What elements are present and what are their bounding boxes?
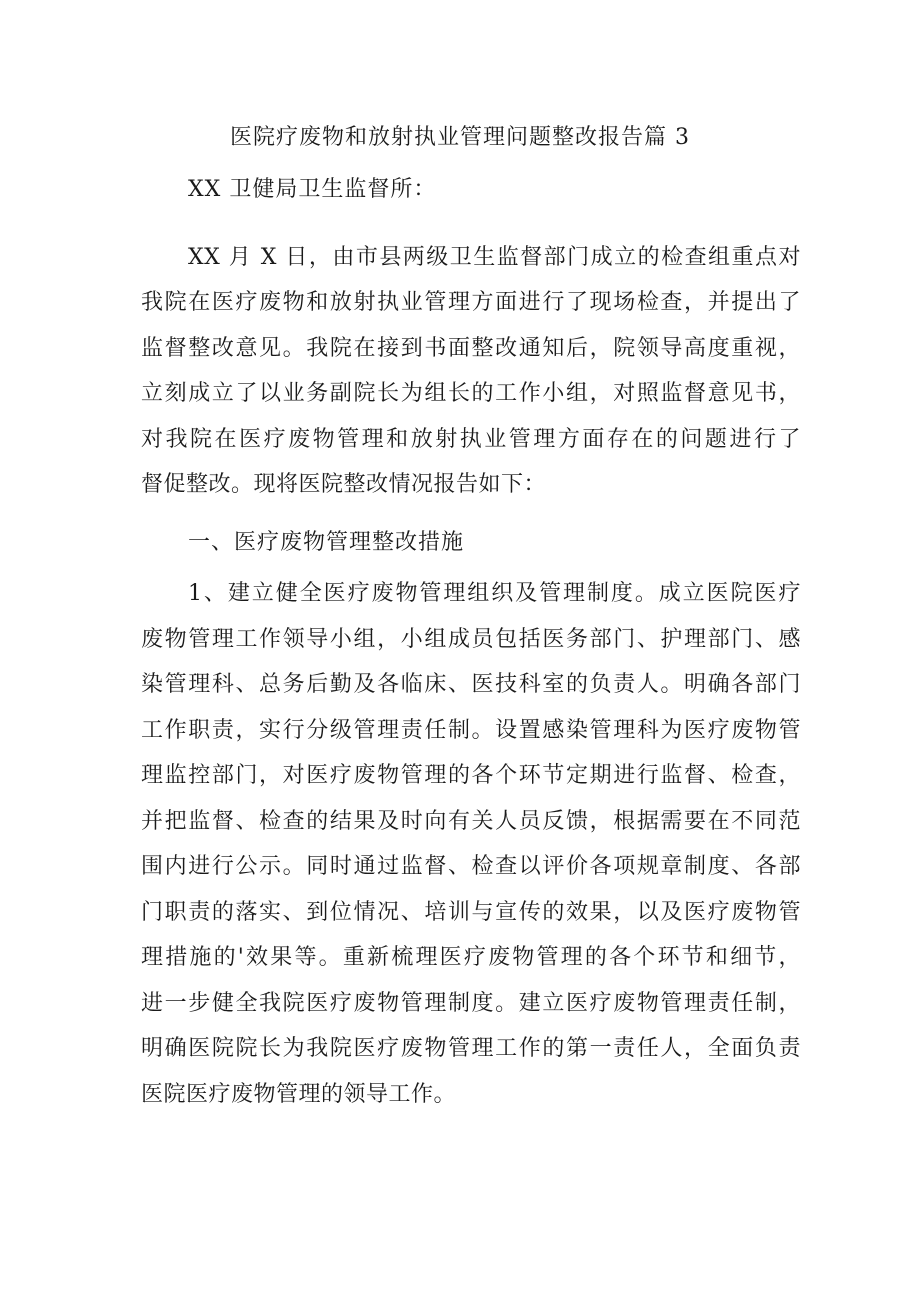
text-line: 并把监督、检查的结果及时向有关人员反馈，根据需要在不同范 [141,809,801,834]
text-line: 我院在医疗废物和放射执业管理方面进行了现场检查，并提出了 [141,290,801,315]
text-line: 进一步健全我院医疗废物管理制度。建立医疗废物管理责任制， [141,991,801,1016]
text-line: 工作职责，实行分级管理责任制。设置感染管理科为医疗废物管 [141,718,801,743]
text-line: 废物管理工作领导小组，小组成员包括医务部门、护理部门、感 [141,627,801,652]
text-line: 染管理科、总务后勤及各临床、医技科室的负责人。明确各部门 [141,672,801,697]
text-line: 督促整改。现将医院整改情况报告如下： [141,472,547,497]
text-line: 理监控部门，对医疗废物管理的各个环节定期进行监督、检查， [141,763,801,788]
text-line: 1、建立健全医疗废物管理组织及管理制度。成立医院医疗 [188,581,801,606]
text-line: 立刻成立了以业务副院长为组长的工作小组，对照监督意见书， [141,381,801,406]
text-line: 围内进行公示。同时通过监督、检查以评价各项规章制度、各部 [141,854,801,879]
text-line: 对我院在医疗废物管理和放射执业管理方面存在的问题进行了 [141,427,801,452]
document-title: 医院疗废物和放射执业管理问题整改报告篇 3 [230,125,690,150]
text-line: 医院医疗废物管理的领导工作。 [141,1082,457,1107]
text-line: 监督整改意见。我院在接到书面整改通知后，院领导高度重视， [141,336,801,361]
text-line: 门职责的落实、到位情况、培训与宣传的效果，以及医疗废物管 [141,900,801,925]
text-line: 理措施的'效果等。重新梳理医疗废物管理的各个环节和细节， [141,945,801,970]
salutation: XX 卫健局卫生监督所： [188,177,437,202]
text-line: XX 月 X 日，由市县两级卫生监督部门成立的检查组重点对 [188,245,801,270]
text-line: 明确医院院长为我院医疗废物管理工作的第一责任人，全面负责 [141,1036,801,1061]
section-heading: 一、医疗废物管理整改措施 [188,530,465,555]
